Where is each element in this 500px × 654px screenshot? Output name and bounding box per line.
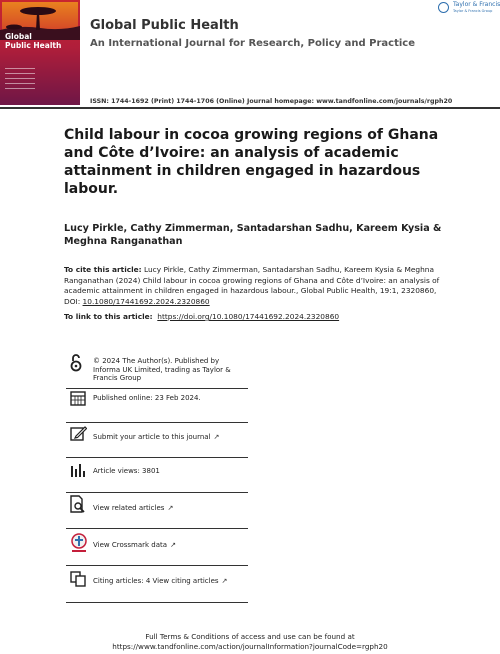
citation-doi-link[interactable]: 10.1080/17441692.2024.2320860 bbox=[82, 296, 210, 306]
external-link-icon: ↗ bbox=[167, 504, 174, 512]
external-link-icon: ↗ bbox=[221, 577, 228, 585]
crossmark-link[interactable]: View Crossmark data ↗ bbox=[93, 541, 176, 549]
journal-subtitle: An International Journal for Research, Policy and Practice bbox=[90, 38, 416, 49]
crossmark-icon bbox=[70, 533, 88, 557]
citing-articles-link[interactable]: Citing articles: 4 View citing articles ↗ bbox=[93, 577, 228, 585]
article-title: Child labour in cocoa growing regions of Ghana and Côte d’Ivoire: an analysis of academic attainment in children engaged in hazardous labour. bbox=[64, 127, 439, 197]
calendar-icon bbox=[70, 390, 86, 410]
citation-text: Lucy Pirkle, Cathy Zimmerman, Santadarshan Sadhu, Kareem Kysia & Meghna Ranganathan (2024) Child labour in cocoa growing regions of Ghana and Côte d’Ivoire: an analysis of academic attainment in children engaged in hazardous labour., Global Public Health, 19:1, 2320860, DOI: bbox=[64, 265, 440, 306]
info-open-access bbox=[66, 352, 248, 387]
info-submit-article[interactable] bbox=[66, 424, 248, 457]
external-link-icon: ↗ bbox=[213, 433, 220, 441]
publisher-logo-subtext: Taylor & Francis Group bbox=[453, 9, 493, 13]
taylor-francis-logo-icon bbox=[438, 2, 449, 13]
info-related-articles[interactable] bbox=[66, 493, 248, 526]
journal-cover-image bbox=[0, 0, 80, 105]
info-article-views bbox=[66, 458, 248, 491]
external-link-icon: ↗ bbox=[170, 541, 176, 549]
cover-title-line2: Public Health bbox=[5, 41, 62, 50]
footer-terms-link[interactable]: https://www.tandfonline.com/action/journalInformation?journalCode=rgph20 bbox=[112, 641, 388, 651]
submit-article-link[interactable]: Submit your article to this journal ↗ bbox=[93, 433, 220, 441]
link-label: To link to this article: bbox=[64, 312, 153, 321]
terms-footer bbox=[0, 632, 500, 651]
info-citing-articles[interactable] bbox=[66, 567, 248, 603]
article-doi-link[interactable]: https://doi.org/10.1080/17441692.2024.2320860 bbox=[157, 312, 340, 321]
published-online-text: Published online: 23 Feb 2024. bbox=[93, 394, 201, 402]
citation-label: To cite this article: bbox=[64, 265, 142, 274]
header-divider bbox=[0, 107, 500, 109]
bar-chart-icon bbox=[70, 462, 86, 481]
article-authors: Lucy Pirkle, Cathy Zimmerman, Santadarshan Sadhu, Kareem Kysia & Meghna Ranganathan bbox=[64, 223, 442, 247]
citing-articles-icon bbox=[70, 571, 86, 591]
publisher-logo[interactable] bbox=[438, 1, 498, 15]
open-access-text: © 2024 The Author(s). Published by Informa UK Limited, trading as Taylor & Francis Group bbox=[93, 357, 231, 382]
article-link-line bbox=[64, 312, 444, 322]
cover-title-line1: Global bbox=[5, 32, 32, 41]
submit-edit-icon bbox=[70, 426, 87, 445]
search-document-icon bbox=[70, 495, 86, 517]
info-published-online bbox=[66, 388, 248, 423]
article-views-text: Article views: 3801 bbox=[93, 467, 160, 475]
citation-block bbox=[64, 265, 444, 307]
open-access-icon bbox=[70, 354, 82, 376]
footer-line1: Full Terms & Conditions of access and use can be found at bbox=[145, 632, 355, 641]
publisher-logo-text: Taylor & Francis bbox=[453, 1, 500, 8]
issn-homepage-line[interactable]: ISSN: 1744-1692 (Print) 1744-1706 (Online) Journal homepage: www.tandfonline.com/journals/rgph20 bbox=[90, 98, 453, 105]
info-crossmark[interactable] bbox=[66, 530, 248, 563]
related-articles-link[interactable]: View related articles ↗ bbox=[93, 504, 174, 512]
journal-title[interactable]: Global Public Health bbox=[90, 18, 239, 33]
